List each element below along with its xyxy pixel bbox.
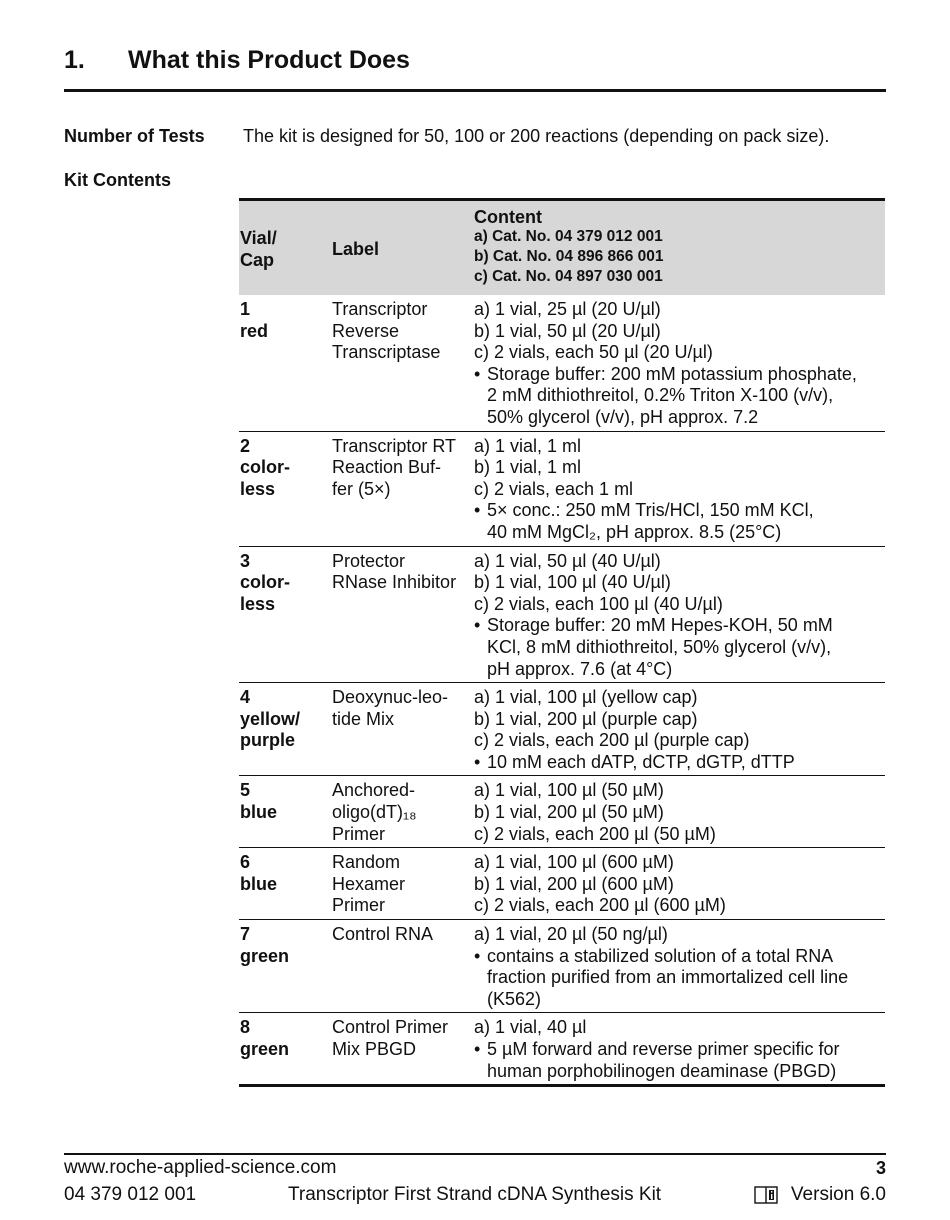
vial-cap-text: blue — [240, 873, 278, 894]
label-text: Control RNA — [332, 924, 434, 945]
content-cell — [474, 551, 885, 681]
table-row — [239, 295, 885, 431]
vial-cap-text: color- — [240, 457, 291, 478]
label-text: Deoxynuc-leo- — [332, 687, 449, 708]
bullet-line: fraction purified from an immortalized cell line — [487, 967, 849, 988]
table-body — [239, 295, 885, 1084]
vial-cap-text: green — [240, 945, 290, 966]
content-line: a) 1 vial, 100 µl (600 µM) — [474, 852, 674, 873]
bullet-dot-icon: • — [474, 1039, 481, 1059]
vial-cap-text: 4 — [240, 687, 251, 708]
vial-cap-cell — [239, 852, 332, 917]
content-line: b) 1 vial, 200 µl (purple cap) — [474, 708, 698, 729]
kit-contents-table — [239, 198, 885, 1087]
bullet-line: 40 mM MgCl₂, pH approx. 8.5 (25°C) — [487, 521, 782, 542]
vial-cap-text: 3 — [240, 550, 251, 571]
vial-cap-text: 1 — [240, 299, 251, 319]
header-content — [474, 207, 885, 291]
bullet-line: Storage buffer: 200 mM potassium phosphate, — [487, 363, 857, 384]
number-of-tests-text: The kit is designed for 50, 100 or 200 reactions (depending on pack size). — [243, 126, 830, 146]
kit-contents-label: Kit Contents — [64, 170, 171, 190]
table-row — [239, 682, 885, 775]
content-bullet — [474, 500, 885, 543]
footer-product-name: Transcriptor First Strand cDNA Synthesis Kit — [288, 1184, 662, 1205]
table-row — [239, 775, 885, 847]
vial-cap-text: blue — [240, 802, 278, 823]
vial-cap-text: green — [240, 1039, 290, 1059]
label-text: RNase Inhibitor — [332, 572, 457, 593]
vial-cap-text: color- — [240, 572, 291, 593]
label-text: tide Mix — [332, 708, 395, 729]
vial-cap-text: purple — [240, 730, 296, 751]
title-divider — [64, 89, 886, 92]
vial-cap-text: less — [240, 478, 276, 499]
table-row — [239, 919, 885, 1012]
vial-cap-text: yellow/ — [240, 708, 301, 729]
bullet-dot-icon: • — [474, 945, 481, 966]
content-line: a) 1 vial, 40 µl — [474, 1017, 587, 1038]
vial-cap-text: 2 — [240, 435, 251, 456]
footer-version — [754, 1184, 886, 1206]
content-line: a) 1 vial, 100 µl (50 µM) — [474, 780, 664, 801]
vial-cap-cell — [239, 1017, 332, 1082]
bullet-text — [487, 1039, 840, 1082]
bullet-line: 10 mM each dATP, dCTP, dGTP, dTTP — [487, 751, 795, 772]
label-text: Transcriptor RT — [332, 435, 457, 456]
content-line: a) 1 vial, 25 µl (20 U/µl) — [474, 299, 661, 319]
header-cat-c: c) Cat. No. 04 897 030 001 — [474, 268, 663, 285]
label-text: Reverse — [332, 320, 400, 341]
label-text: oligo(dT)₁₈ — [332, 802, 417, 823]
vial-cap-cell — [239, 551, 332, 681]
bullet-dot-icon: • — [474, 363, 481, 384]
bullet-line: contains a stabilized solution of a total RNA — [487, 945, 834, 966]
table-row — [239, 847, 885, 919]
label-text: Reaction Buf- — [332, 457, 442, 478]
bullet-line: 5 µM forward and reverse primer specific for — [487, 1039, 840, 1059]
content-cell — [474, 687, 885, 773]
header-content-title: Content — [474, 207, 542, 227]
bullet-text — [487, 364, 857, 429]
content-line: c) 2 vials, each 1 ml — [474, 478, 634, 499]
footer-url[interactable]: www.roche-applied-science.com — [64, 1157, 337, 1178]
bullet-line: KCl, 8 mM dithiothreitol, 50% glycerol (v/v), — [487, 636, 832, 657]
content-line: a) 1 vial, 20 µl (50 ng/µl) — [474, 924, 668, 945]
vial-cap-text: 6 — [240, 852, 251, 873]
table-bottom-rule — [239, 1084, 885, 1087]
vial-cap-cell — [239, 299, 332, 429]
section-number: 1. — [64, 46, 85, 74]
table-header — [239, 201, 885, 295]
header-vial-line1: Vial/ — [240, 228, 277, 248]
header-vial-line2: Cap — [240, 250, 275, 270]
content-bullet — [474, 946, 885, 1011]
vial-cap-text: less — [240, 593, 276, 614]
content-bullet — [474, 1039, 885, 1082]
label-text: Hexamer — [332, 873, 406, 894]
page-number: 3 — [875, 1158, 886, 1178]
content-line: a) 1 vial, 1 ml — [474, 435, 582, 456]
label-text: fer (5×) — [332, 478, 391, 499]
content-bullet — [474, 752, 885, 774]
bullet-text — [487, 500, 814, 543]
vial-cap-cell — [239, 687, 332, 773]
content-line: a) 1 vial, 100 µl (yellow cap) — [474, 687, 698, 708]
vial-cap-text: red — [240, 320, 269, 341]
header-cat-a: a) Cat. No. 04 379 012 001 — [474, 228, 663, 245]
content-bullet — [474, 615, 885, 680]
header-cat-b: b) Cat. No. 04 896 866 001 — [474, 248, 664, 265]
label-cell — [332, 299, 474, 429]
bullet-dot-icon: • — [474, 500, 481, 521]
bullet-line: pH approx. 7.6 (at 4°C) — [487, 658, 673, 679]
label-cell — [332, 1017, 474, 1082]
label-cell — [332, 924, 474, 1010]
header-vial-cap — [239, 207, 332, 291]
number-of-tests-label: Number of Tests — [64, 126, 205, 146]
content-line: b) 1 vial, 100 µl (40 U/µl) — [474, 572, 671, 593]
footer-divider — [64, 1153, 886, 1155]
content-cell — [474, 852, 885, 917]
label-text: Transcriptor — [332, 299, 428, 319]
content-line: b) 1 vial, 1 ml — [474, 457, 582, 478]
content-cell — [474, 780, 885, 845]
bullet-dot-icon: • — [474, 751, 481, 772]
bullet-line: 2 mM dithiothreitol, 0.2% Triton X-100 (v/v), — [487, 385, 834, 406]
content-line: b) 1 vial, 200 µl (50 µM) — [474, 802, 664, 823]
label-text: Primer — [332, 895, 385, 916]
content-bullet — [474, 364, 885, 429]
header-label: Label — [332, 238, 380, 259]
bullet-text — [487, 946, 848, 1011]
book-info-icon — [754, 1186, 778, 1204]
bullet-line: Storage buffer: 20 mM Hepes-KOH, 50 mM — [487, 615, 833, 636]
label-cell — [332, 436, 474, 544]
content-cell — [474, 924, 885, 1010]
content-line: c) 2 vials, each 100 µl (40 U/µl) — [474, 593, 723, 614]
bullet-line: 50% glycerol (v/v), pH approx. 7.2 — [487, 406, 759, 427]
bullet-text — [487, 615, 833, 680]
label-text: Protector — [332, 550, 406, 571]
content-line: b) 1 vial, 50 µl (20 U/µl) — [474, 320, 661, 341]
label-text: Mix PBGD — [332, 1039, 417, 1059]
bullet-line: (K562) — [487, 988, 542, 1009]
content-line: c) 2 vials, each 200 µl (50 µM) — [474, 823, 716, 844]
footer-version-text: Version 6.0 — [790, 1184, 886, 1205]
table-row — [239, 546, 885, 683]
content-line: b) 1 vial, 200 µl (600 µM) — [474, 873, 674, 894]
label-text: Control Primer — [332, 1017, 449, 1038]
label-text: Random — [332, 852, 401, 873]
label-cell — [332, 852, 474, 917]
content-cell — [474, 1017, 885, 1082]
content-cell — [474, 299, 885, 429]
vial-cap-cell — [239, 436, 332, 544]
vial-cap-text: 5 — [240, 780, 251, 801]
bullet-line: human porphobilinogen deaminase (PBGD) — [487, 1060, 837, 1081]
content-line: c) 2 vials, each 200 µl (600 µM) — [474, 895, 726, 916]
label-text: Transcriptase — [332, 342, 441, 363]
vial-cap-cell — [239, 924, 332, 1010]
content-line: c) 2 vials, each 200 µl (purple cap) — [474, 730, 750, 751]
content-line: a) 1 vial, 50 µl (40 U/µl) — [474, 550, 661, 571]
label-cell — [332, 780, 474, 845]
bullet-text — [487, 752, 795, 774]
label-text: Primer — [332, 823, 385, 844]
section-title — [64, 46, 410, 75]
label-cell — [332, 687, 474, 773]
table-row — [239, 431, 885, 546]
label-text: Anchored- — [332, 780, 416, 801]
vial-cap-cell — [239, 780, 332, 845]
table-row — [239, 1012, 885, 1084]
content-cell — [474, 436, 885, 544]
bullet-dot-icon: • — [474, 615, 481, 636]
footer-catalog-number: 04 379 012 001 — [64, 1184, 197, 1205]
vial-cap-text: 7 — [240, 924, 251, 945]
section-title-text: What this Product Does — [128, 46, 410, 74]
label-cell — [332, 551, 474, 681]
vial-cap-text: 8 — [240, 1017, 251, 1038]
bullet-line: 5× conc.: 250 mM Tris/HCl, 150 mM KCl, — [487, 500, 814, 521]
content-line: c) 2 vials, each 50 µl (20 U/µl) — [474, 342, 713, 363]
